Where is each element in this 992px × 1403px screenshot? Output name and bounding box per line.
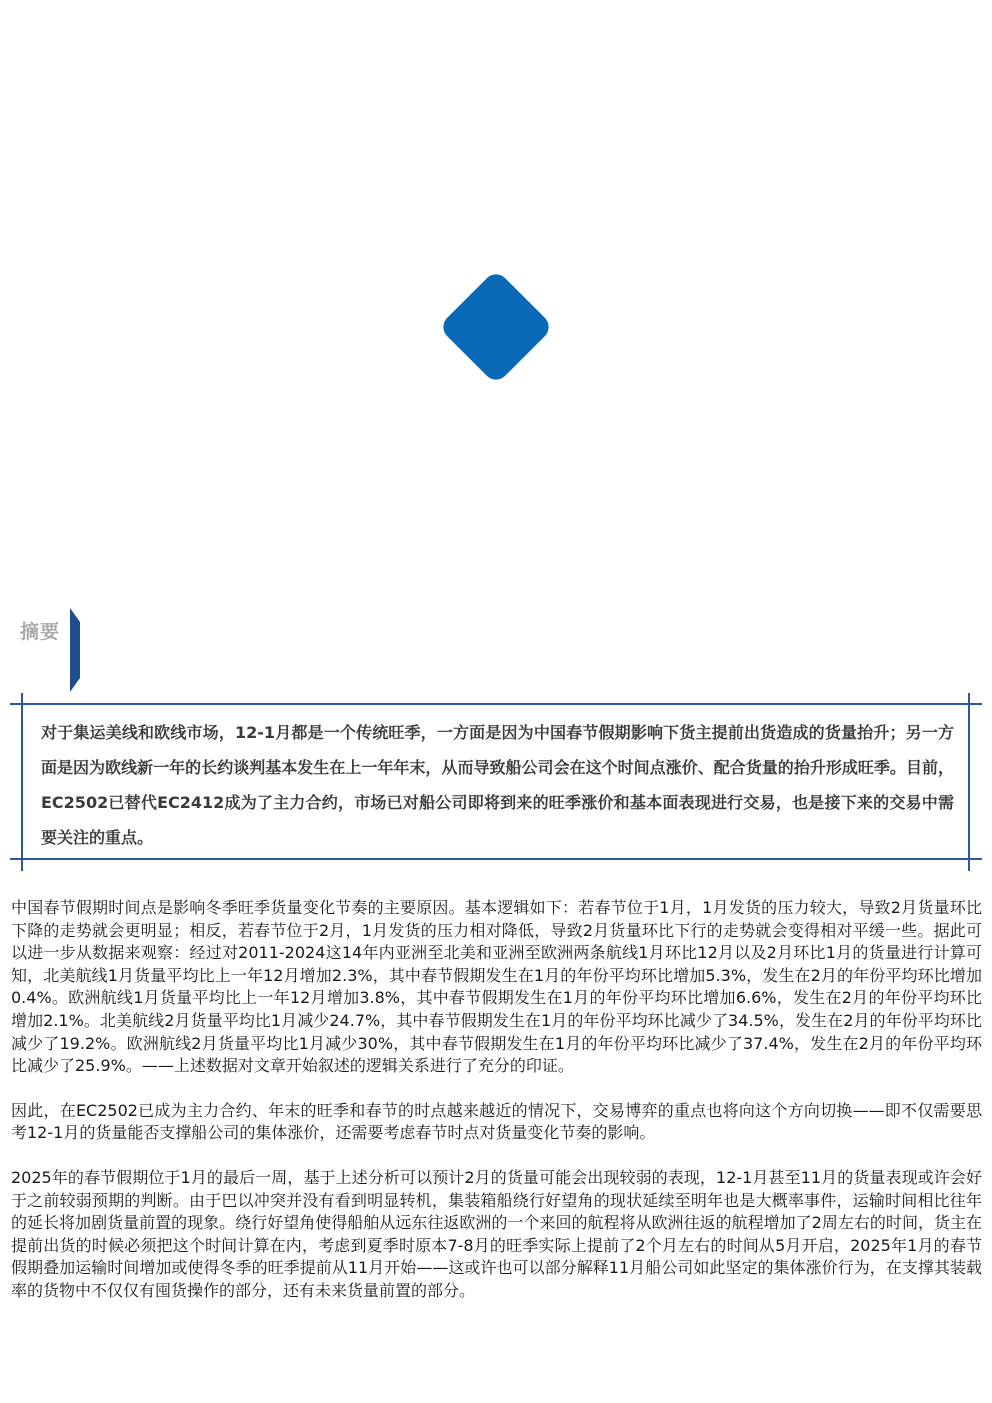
abstract-left-rule xyxy=(21,693,23,871)
article-body xyxy=(11,897,982,1325)
body-paragraph-1: 中国春节假期时间点是影响冬季旺季货量变化节奏的主要原因。基本逻辑如下：若春节位于1月，1月发货的压力较大，导致2月货量环比下降的走势就会更明显；相反，若春节位于2月，1月发货的压力相对降低，导致2月货量环比下行的走势就会变得相对平缓一些。据此可以进一步从数据来观察：经过对2011-2024这14年内亚洲至北美和亚洲至欧洲两条航线1月环比12月以及2月环比1月的货量进行计算可知，北美航线1月货量平均比上一年12月增加2.3%，其中春节假期发生在1月的年份平均环比增加5.3%，发生在2月的年份平均环比增加0.4%。欧洲航线1月货量平均比上一年12月增加3.8%，其中春节假期发生在1月的年份平均环比增加6.6%，发生在2月的年份平均环比增加2.1%。北美航线2月货量平均比1月减少24.7%，其中春节假期发生在1月的年份平均环比减少了34.5%，发生在2月的年份平均环比减少了19.2%。欧洲航线2月货量平均比1月减少30%，其中春节假期发生在1月的年份平均环比减少了37.4%，发生在2月的年份平均环比减少了25.9%。——上述数据对文章开始叙述的逻辑关系进行了充分的印证。 xyxy=(11,898,982,1076)
body-paragraph-2: 因此，在EC2502已成为主力合约、年末的旺季和春节的时点越来越近的情况下，交易博弈的重点也将向这个方向切换——即不仅需要思考12-1月的货量能否支撑船公司的集体涨价，还需要考虑春节时点对货量变化节奏的影响。 xyxy=(11,1100,982,1143)
summary-flag-icon xyxy=(68,608,82,692)
abstract-text: 对于集运美线和欧线市场，12-1月都是一个传统旺季，一方面是因为中国春节假期影响下货主提前出货造成的货量抬升；另一方面是因为欧线新一年的长约谈判基本发生在上一年年末，从而导致船公司会在这个时间点涨价、配合货量的抬升形成旺季。目前，EC2502已替代EC2412成为了主力合约，市场已对船公司即将到来的旺季涨价和基本面表现进行交易，也是接下来的交易中需要关注的重点。 xyxy=(41,723,954,847)
summary-heading: 摘要 xyxy=(20,621,61,643)
abstract-top-rule xyxy=(10,703,982,705)
diamond-logo-icon xyxy=(436,267,556,387)
abstract-box xyxy=(10,693,982,871)
body-paragraph-3: 2025年的春节假期位于1月的最后一周，基于上述分析可以预计2月的货量可能会出现较弱的表现，12-1月甚至11月的货量表现或许会好于之前较弱预期的判断。由于巴以冲突并没有看到明显转机，集装箱船绕行好望角的现状延续至明年也是大概率事件，运输时间相比往年的延长将加剧货量前置的现象。绕行好望角使得船舶从远东往返欧洲的一个来回的航程将从欧洲往返的航程增加了2周左右的时间，货主在提前出货的时候必须把这个时间计算在内，考虑到夏季时原本7-8月的旺季实际上提前了2个月左右的时间从5月开启，2025年1月的春节假期叠加运输时间增加或使得冬季的旺季提前从11月开始——这或许也可以部分解释11月船公司如此坚定的集体涨价行为，在支撑其装载率的货物中不仅仅有囤货操作的部分，还有未来货量前置的部分。 xyxy=(11,1167,982,1300)
abstract-bottom-rule xyxy=(10,858,982,860)
abstract-right-rule xyxy=(968,693,970,871)
